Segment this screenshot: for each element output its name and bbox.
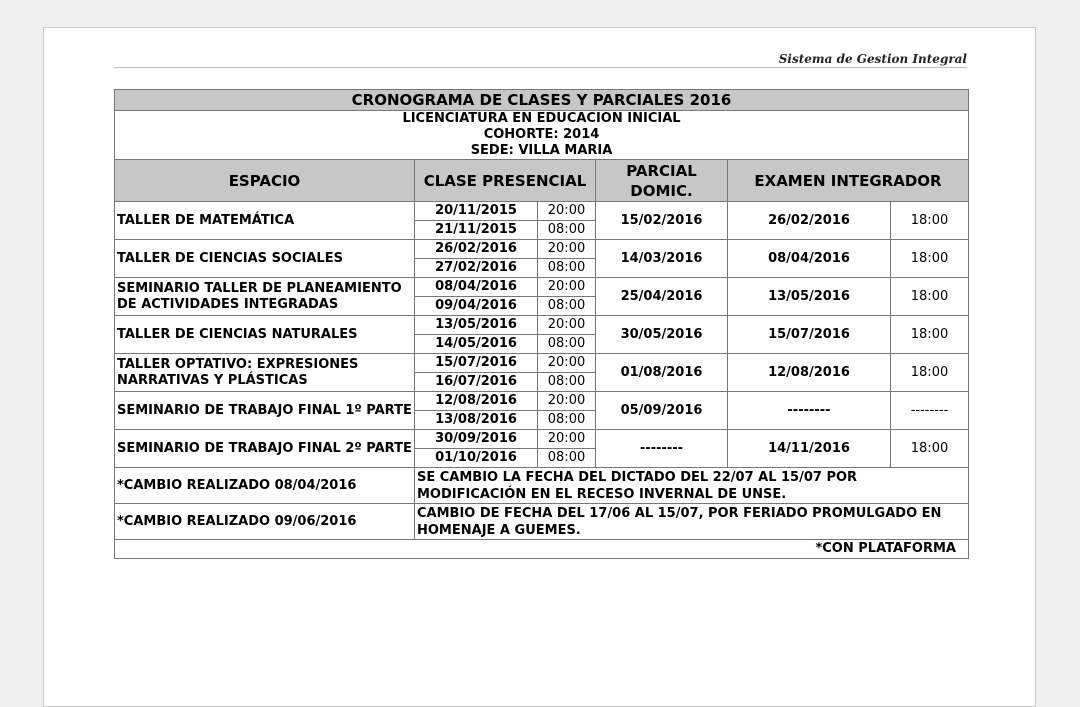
clase-time-2: 08:00 [538, 221, 596, 240]
system-header: Sistema de Gestion Integral [114, 52, 967, 68]
examen-time: 18:00 [891, 202, 969, 240]
parcial-date: 15/02/2016 [596, 202, 728, 240]
parcial-date: 25/04/2016 [596, 278, 728, 316]
footer-row [115, 540, 969, 559]
table-row [115, 202, 969, 221]
clase-time-1: 20:00 [538, 202, 596, 221]
clase-date-1: 20/11/2015 [415, 202, 538, 221]
clase-time-2: 08:00 [538, 259, 596, 278]
clase-time-1: 20:00 [538, 392, 596, 411]
subtitle-row [115, 111, 969, 160]
table-title: CRONOGRAMA DE CLASES Y PARCIALES 2016 [115, 90, 969, 111]
clase-time-1: 20:00 [538, 278, 596, 297]
examen-date: 14/11/2016 [728, 430, 891, 468]
subtitle-block [115, 111, 969, 160]
header-examen-integrador: EXAMEN INTEGRADOR [728, 160, 969, 202]
parcial-date: 30/05/2016 [596, 316, 728, 354]
note-label: *CAMBIO REALIZADO 08/04/2016 [115, 468, 415, 504]
career-name: LICENCIATURA EN EDUCACIÓN INICIAL [402, 111, 681, 126]
espacio-cell: TALLER DE CIENCIAS NATURALES [115, 316, 415, 354]
examen-date: 26/02/2016 [728, 202, 891, 240]
header-espacio: ESPACIO [115, 160, 415, 202]
examen-date: 08/04/2016 [728, 240, 891, 278]
clase-date-1: 08/04/2016 [415, 278, 538, 297]
clase-date-2: 16/07/2016 [415, 373, 538, 392]
header-clase-presencial: CLASE PRESENCIAL [415, 160, 596, 202]
espacio-cell: SEMINARIO TALLER DE PLANEAMIENTO DE ACTIVIDADES INTEGRADAS [115, 278, 415, 316]
clase-date-1: 12/08/2016 [415, 392, 538, 411]
clase-date-1: 30/09/2016 [415, 430, 538, 449]
table-row [115, 278, 969, 297]
parcial-date: -------- [596, 430, 728, 468]
parcial-date: 01/08/2016 [596, 354, 728, 392]
clase-time-1: 20:00 [538, 430, 596, 449]
examen-date: -------- [728, 392, 891, 430]
table-row [115, 240, 969, 259]
schedule-table [114, 89, 969, 559]
clase-time-2: 08:00 [538, 373, 596, 392]
espacio-cell: SEMINARIO DE TRABAJO FINAL 1º PARTE [115, 392, 415, 430]
examen-date: 15/07/2016 [728, 316, 891, 354]
espacio-cell: SEMINARIO DE TRABAJO FINAL 2º PARTE [115, 430, 415, 468]
note-text: SE CAMBIO LA FECHA DEL DICTADO DEL 22/07 AL 15/07 POR MODIFICACIÓN EN EL RECESO INVERNAL DE UNSE. [415, 468, 969, 504]
header-parcial-domic: PARCIAL DOMIC. [596, 160, 728, 202]
examen-date: 13/05/2016 [728, 278, 891, 316]
platform-note: *CON PLATAFORMA [115, 540, 969, 559]
espacio-cell: TALLER OPTATIVO: EXPRESIONES NARRATIVAS Y PLÁSTICAS [115, 354, 415, 392]
clase-time-1: 20:00 [538, 316, 596, 335]
column-header-row [115, 160, 969, 202]
clase-time-2: 08:00 [538, 335, 596, 354]
examen-time: 18:00 [891, 240, 969, 278]
examen-time: 18:00 [891, 430, 969, 468]
note-row [115, 504, 969, 540]
clase-time-1: 20:00 [538, 240, 596, 259]
examen-time: 18:00 [891, 278, 969, 316]
parcial-date: 14/03/2016 [596, 240, 728, 278]
clase-date-2: 27/02/2016 [415, 259, 538, 278]
campus: SEDE: VILLA MARIA [470, 143, 613, 158]
clase-date-2: 13/08/2016 [415, 411, 538, 430]
note-row [115, 468, 969, 504]
table-row [115, 354, 969, 373]
cohort: COHORTE: 2014 [483, 127, 600, 142]
clase-time-2: 08:00 [538, 411, 596, 430]
examen-time: 18:00 [891, 354, 969, 392]
clase-date-2: 14/05/2016 [415, 335, 538, 354]
clase-time-2: 08:00 [538, 297, 596, 316]
table-row [115, 430, 969, 449]
table-row [115, 316, 969, 335]
title-row [115, 90, 969, 111]
espacio-cell: TALLER DE MATEMÁTICA [115, 202, 415, 240]
clase-date-2: 21/11/2015 [415, 221, 538, 240]
parcial-date: 05/09/2016 [596, 392, 728, 430]
examen-time: 18:00 [891, 316, 969, 354]
examen-time: -------- [891, 392, 969, 430]
note-text: CAMBIO DE FECHA DEL 17/06 AL 15/07, POR FERIADO PROMULGADO EN HOMENAJE A GUEMES. [415, 504, 969, 540]
document-page [43, 27, 1036, 707]
clase-time-2: 08:00 [538, 449, 596, 468]
clase-date-1: 26/02/2016 [415, 240, 538, 259]
examen-date: 12/08/2016 [728, 354, 891, 392]
clase-date-2: 01/10/2016 [415, 449, 538, 468]
table-row [115, 392, 969, 411]
clase-time-1: 20:00 [538, 354, 596, 373]
espacio-cell: TALLER DE CIENCIAS SOCIALES [115, 240, 415, 278]
clase-date-1: 13/05/2016 [415, 316, 538, 335]
clase-date-1: 15/07/2016 [415, 354, 538, 373]
note-label: *CAMBIO REALIZADO 09/06/2016 [115, 504, 415, 540]
clase-date-2: 09/04/2016 [415, 297, 538, 316]
